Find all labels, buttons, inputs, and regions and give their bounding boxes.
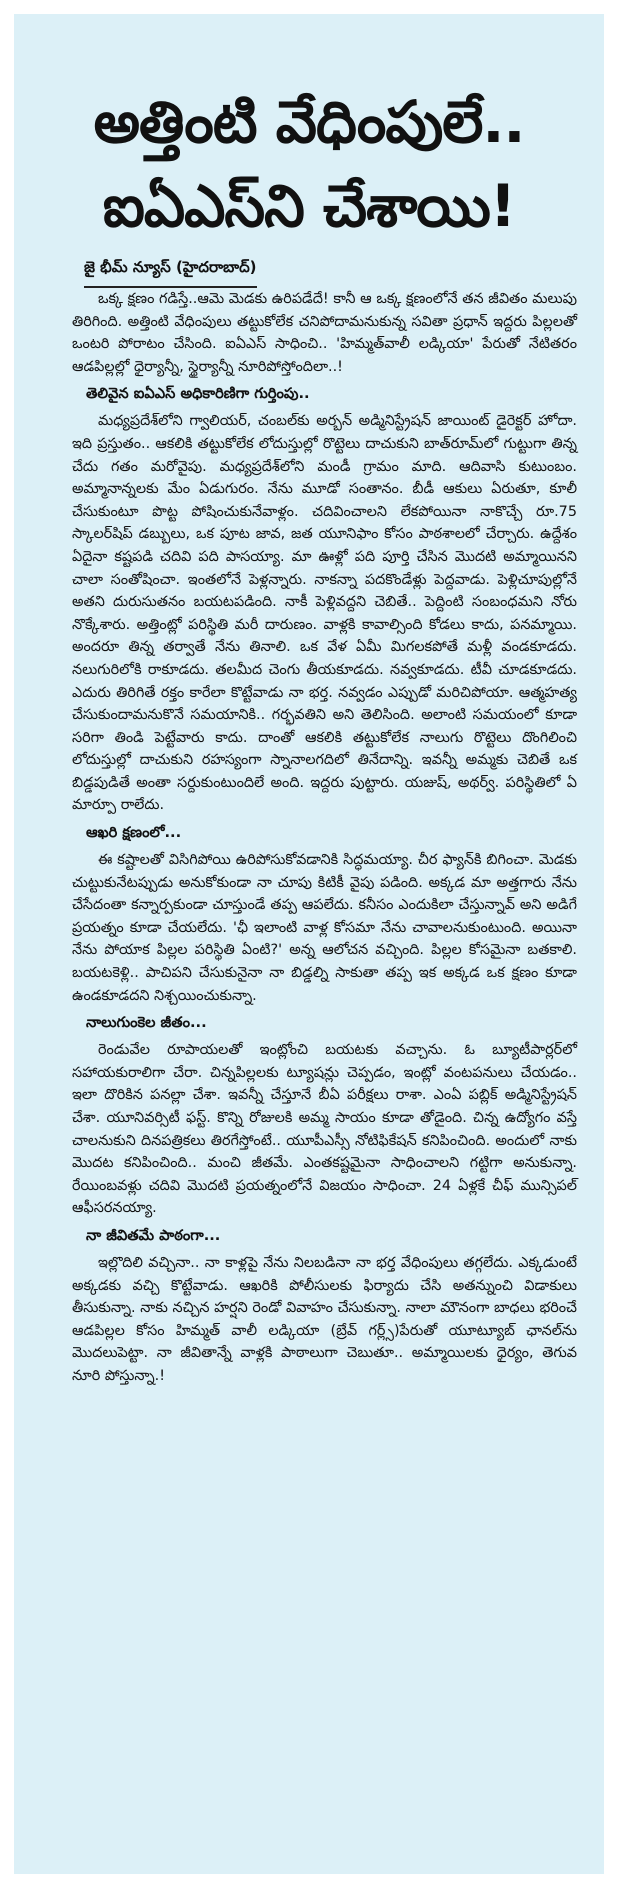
section-heading: తెలివైన ఐఏఎస్ అధికారిణిగా గుర్తింపు..: [86, 385, 310, 403]
byline: జై భీమ్ న్యూస్ (హైదరాబాద్): [84, 258, 257, 288]
section-paragraph: మధ్యప్రదేశ్‌లోని గ్వాలియర్, చంబల్‌కు అర్బన్ అడ్మినిస్ట్రేషన్ జాయింట్ డైరెక్టర్ హోదా. ఇది ప్రస్తుతం.. ఆకలికి తట్టుకోలేక లోదుస్తుల్లో రొట్టెలు దాచుకుని బాత్‌రూమ్‌లో గుట్టుగా తిన్న చేదు గతం మరోవైపు. మధ్యప్రదేశ్‌లోని మండీ గ్రామం మాది. ఆదివాసి కుటుంబం. అమ్మానాన్నలకు మేం ఏడుగురం. నేను మూడో సంతానం. బీడీ ఆకులు ఏరుతూ, కూలీ చేసుకుంటూ పొట్ట పోషించుకునేవాళ్లం. చదివించాలని లేకపోయినా నాకొచ్చే రూ.75 స్కాలర్‌షిప్ డబ్బులు, ఒక పూట జావ, జత యూనిఫాం కోసం పాఠశాలలో చేర్చారు. ఉద్దేశం ఏదైనా కష్టపడి చదివి పది పాసయ్యా. మా ఊళ్లో పది పూర్తి చేసిన మొదటి అమ్మాయినని చాలా సంతోషించా. ఇంతలోనే పెళ్లన్నారు. నాకన్నా పదకొండేళ్లు పెద్దవాడు. పెళ్లిచూపుల్లోనే అతని దురుసుతనం బయటపడింది. నాకీ పెళ్లివద్దని చెబితే.. పెద్దింటి సంబంధమని నోరు నొక్కేశారు. అత్తింట్లో పరిస్థితి మరీ దారుణం. వాళ్లకి కావాల్సింది కోడలు కాదు, పనమ్మాయి. అందరూ తిన్న తర్వాతే నేను తినాలి. ఒక వేళ ఏమీ మిగలకపోతే మళ్లీ వండకూడదు. నలుగురిలోకి రాకూడదు. తలమీద చెంగు తీయకూడదు. నవ్వకూడదు. టీవీ చూడకూడదు. ఎదురు తిరిగితే రక్తం కారేలా కొట్టేవాడు నా భర్త. నవ్వడం ఎప్పుడో మరిచిపోయా. ఆత్మహత్య చేసుకుందామనుకొనే సమయానికి.. గర్భవతిని అని తెలిసింది. అలాంటి సమయంలో కూడా సరిగా తిండి పెట్టేవారు కాదు. దాంతో ఆకలికి తట్టుకోలేక నాలుగు రొట్టెలు దొంగిలించి లోదుస్తుల్లో దాచుకుని రహస్యంగా స్నానాలగదిలో తినేదాన్ని. ఇవన్నీ అమ్మకు చెబితే ఒక బిడ్డపుడితే అంతా సర్దుకుంటుందిలే అంది. ఇద్దరు పుట్టారు. యజుష్, అథర్వ్. పరిస్థితిలో ఏ మార్పూ రాలేదు.: [72, 413, 577, 814]
intro-paragraph: ఒక్క క్షణం గడిస్తే..ఆమె మెడకు ఉరిపడేదే! కానీ ఆ ఒక్క క్షణంలోనే తన జీవితం మలుపు తిరిగింది. అత్తింటి వేధింపులు తట్టుకోలేక చనిపోదామనుకున్న సవితా ప్రధాన్ ఇద్దరు పిల్లలతో ఒంటరి పోరాటం చేసింది. ఐఏఎస్ సాధించి.. 'హిమ్మత్‌వాలీ లడ్కియా' పేరుతో నేటితరం ఆడపిల్లల్లో ధైర్యాన్నీ, స్థైర్యాన్నీ నూరిపోస్తోందిలా..!: [72, 291, 577, 375]
article-body: [72, 288, 577, 1388]
headline-line-1: అత్తింటి వేధింపులే..: [93, 88, 525, 156]
section-heading: ఆఖరి క్షణంలో...: [86, 824, 182, 842]
section-heading: నా జీవితమే పాఠంగా...: [86, 1226, 221, 1244]
section-paragraph: ఈ కష్టాలతో విసిగిపోయి ఉరిపోసుకోవడానికి సిద్ధమయ్యా. చీర ఫ్యాన్‌కి బిగించా. మెడకు చుట్టుకునేటప్పుడు అనుకోకుండా నా చూపు కిటికీ వైపు పడింది. అక్కడ మా అత్తగారు నేను చేసేదంతా కన్నార్పకుండా చూస్తుండే తప్ప ఆపలేదు. కనీసం ఎందుకిలా చేస్తున్నావ్ అని అడిగే ప్రయత్నం కూడా చేయలేదు. 'ఛీ ఇలాంటి వాళ్ల కోసమా నేను చావాలనుకుంటుంది. అయినా నేను పోయాక పిల్లల పరిస్థితి ఏంటి?' అన్న ఆలోచన వచ్చింది. పిల్లల కోసమైనా బతకాలి. బయటకెళ్లి.. పాచిపని చేసుకునైనా నా బిడ్డల్ని సాకుతా తప్ప ఇక అక్కడ ఒక క్షణం కూడా ఉండకూడదని నిశ్చయించుకున్నా.: [72, 852, 577, 1004]
section-heading: నాలుగుంకెల జీతం...: [86, 1014, 207, 1032]
headline: [14, 80, 604, 248]
headline-line-2: ఐఏఎస్‌ని చేశాయి!: [102, 172, 516, 240]
article-card: [14, 14, 604, 1874]
section-paragraph: రెండువేల రూపాయలతో ఇంట్లోంచి బయటకు వచ్చాను. ఓ బ్యూటీపార్లర్‌లో సహాయకురాలిగా చేరా. చిన్నపిల్లలకు ట్యూషన్లు చెప్పడం, ఇంట్లో వంటపనులు చేయడం.. ఇలా దొరికిన పనల్లా చేశా. ఇవన్నీ చేస్తూనే బీఏ పరీక్షలు రాశా. ఎంఏ పబ్లిక్ అడ్మినిస్ట్రేషన్ చేశా. యూనివర్సిటీ ఫస్ట్. కొన్ని రోజులకి అమ్మ సాయం కూడా తోడైంది. చిన్న ఉద్యోగం వస్తే చాలనుకుని దినపత్రికలు తిరగేస్తోంటే.. యూపీఎస్సీ నోటిఫికేషన్ కనిపించింది. అందులో నాకు మొదట కనిపించింది.. మంచి జీతమే. ఎంతకష్టమైనా సాధించాలని గట్టిగా అనుకున్నా. రేయింబవళ్లు చదివి మొదటి ప్రయత్నంలోనే విజయం సాధించా. 24 ఏళ్లకే చీఫ్ మున్సిపల్ ఆఫీసరన‌య్యా.: [72, 1042, 577, 1217]
section-paragraph: ఇల్లొదిలి వచ్చినా.. నా కాళ్లపై నేను నిలబడినా నా భర్త వేధింపులు తగ్గలేదు. ఎక్కడుంటే అక్కడకు వచ్చి కొట్టేవాడు. ఆఖరికి పోలీసులకు ఫిర్యాదు చేసి అతన్నుంచి విడాకులు తీసుకున్నా. నాకు నచ్చిన హర్షని రెండో వివాహం చేసుకున్నా. నాలా మౌనంగా బాధలు భరించే ఆడపిల్లల కోసం హిమ్మత్ వాలీ లడ్కియా (బ్రేవ్ గర్ల్స్)పేరుతో యూట్యూబ్ ఛానల్‌ను మొదలుపెట్టా. నా జీవితాన్నే వాళ్లకి పాఠాలుగా చెబుతూ.. అమ్మాయిలకు ధైర్యం, తెగువ నూరి పోస్తున్నా.!: [72, 1254, 577, 1384]
